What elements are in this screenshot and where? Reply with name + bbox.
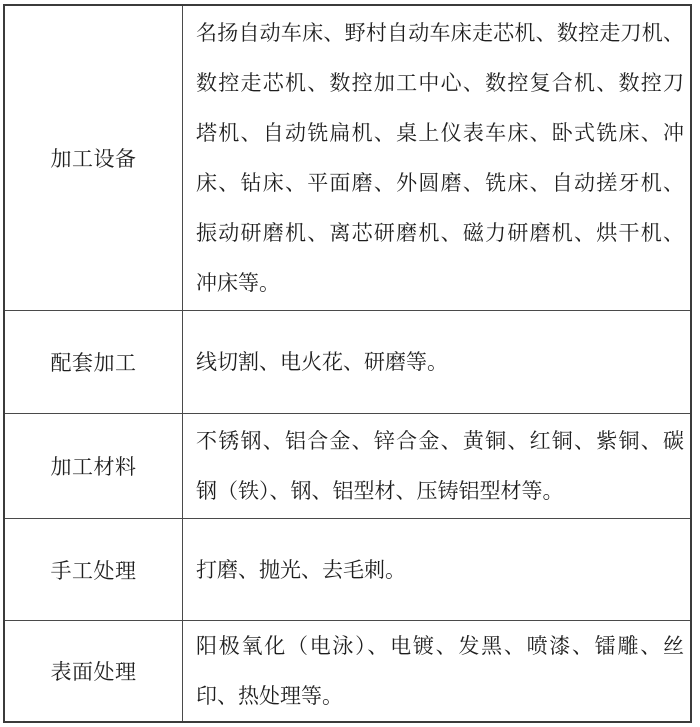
row-label-cell: [5, 519, 183, 620]
content-line: 塔机、自动铣扁机、桌上仪表车床、卧式铣床、冲: [196, 121, 684, 145]
row-label-text: 加工材料: [50, 455, 137, 479]
content-line: 打磨、抛光、去毛刺。: [196, 557, 406, 582]
row-content-cell: [183, 414, 690, 518]
row-content-cell: [183, 519, 690, 620]
row-label-cell: [5, 311, 183, 413]
row-content-cell: [183, 621, 690, 721]
content-line: 名扬自动车床、野村自动车床走芯机、数控走刀机、: [196, 21, 684, 45]
content-line: 振动研磨机、离芯研磨机、磁力研磨机、烘干机、: [196, 221, 684, 245]
row-label-text: 配套加工: [50, 351, 137, 375]
row-label-cell: [5, 6, 183, 310]
row-label-text: 手工处理: [50, 558, 137, 583]
row-content-cell: [183, 6, 690, 310]
table-row-manual-processing: [5, 518, 690, 620]
row-content-cell: [183, 311, 690, 413]
content-line: 印、热处理等。: [196, 684, 343, 708]
row-label-text: 加工设备: [50, 147, 137, 171]
content-line: 钢（铁）、钢、铝型材、压铸铝型材等。: [196, 479, 564, 503]
table-row-processing-equipment: [5, 6, 690, 310]
table-row-processing-materials: [5, 413, 690, 518]
content-line: 线切割、电火花、研磨等。: [196, 350, 448, 374]
row-label-text: 表面处理: [50, 660, 137, 684]
content-line: 数控走芯机、数控加工中心、数控复合机、数控刀: [196, 71, 684, 95]
content-line: 冲床等。: [196, 271, 280, 295]
table-row-supporting-processing: [5, 310, 690, 413]
content-line: 阳极氧化（电泳）、电镀、发黑、喷漆、镭雕、丝: [196, 634, 684, 658]
table-row-surface-treatment: [5, 620, 690, 721]
spec-table: [3, 4, 692, 723]
row-label-cell: [5, 414, 183, 518]
content-line: 床、钻床、平面磨、外圆磨、铣床、自动搓牙机、: [196, 171, 684, 195]
row-label-cell: [5, 621, 183, 721]
content-line: 不锈钢、铝合金、锌合金、黄铜、红铜、紫铜、碳: [196, 429, 684, 453]
